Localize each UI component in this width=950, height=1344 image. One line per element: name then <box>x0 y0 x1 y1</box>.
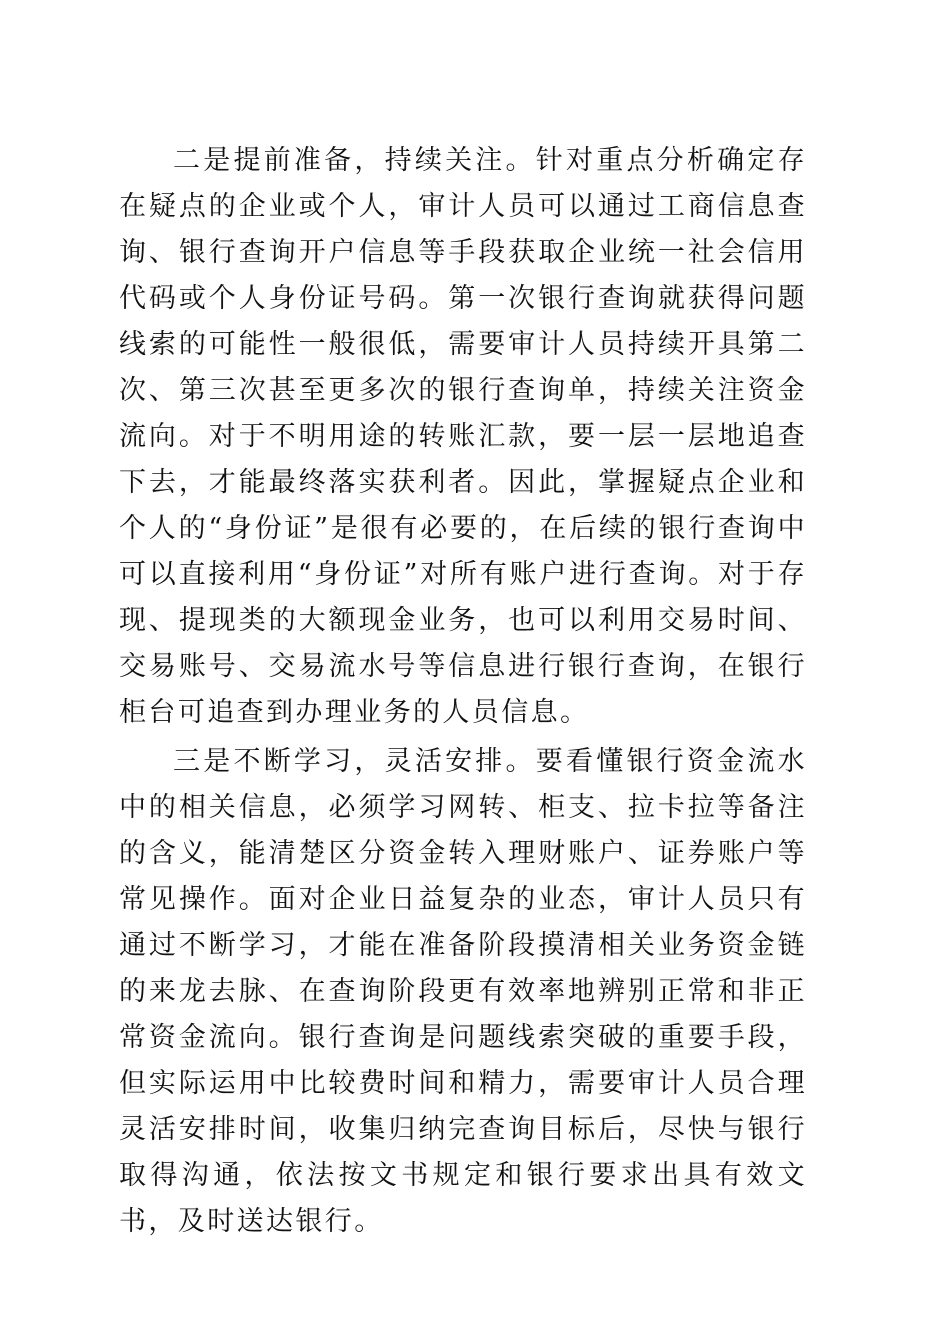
document-body <box>119 138 807 1248</box>
paragraph-continuous-learning: 三是不断学习，灵活安排。要看懂银行资金流水中的相关信息，必须学习网转、柜支、拉卡拉等备注的含义，能清楚区分资金转入理财账户、证券账户等常见操作。面对企业日益复杂的业态，审计人员只有通过不断学习，才能在准备阶段摸清相关业务资金链的来龙去脉、在查询阶段更有效率地辨别正常和非正常资金流向。银行查询是问题线索突破的重要手段，但实际运用中比较费时间和精力，需要审计人员合理灵活安排时间，收集归纳完查询目标后，尽快与银行取得沟通，依法按文书规定和银行要求出具有效文书，及时送达银行。 <box>119 746 807 1237</box>
paragraph-advance-preparation: 二是提前准备，持续关注。针对重点分析确定存在疑点的企业或个人，审计人员可以通过工商信息查询、银行查询开户信息等手段获取企业统一社会信用代码或个人身份证号码。第一次银行查询就获得问题线索的可能性一般很低，需要审计人员持续开具第二次、第三次甚至更多次的银行查询单，持续关注资金流向。对于不明用途的转账汇款，要一层一层地追查下去，才能最终落实获利者。因此，掌握疑点企业和个人的“身份证”是很有必要的，在后续的银行查询中可以直接利用“身份证”对所有账户进行查询。对于存现、提现类的大额现金业务，也可以利用交易时间、交易账号、交易流水号等信息进行银行查询，在银行柜台可追查到办理业务的人员信息。 <box>119 145 807 728</box>
